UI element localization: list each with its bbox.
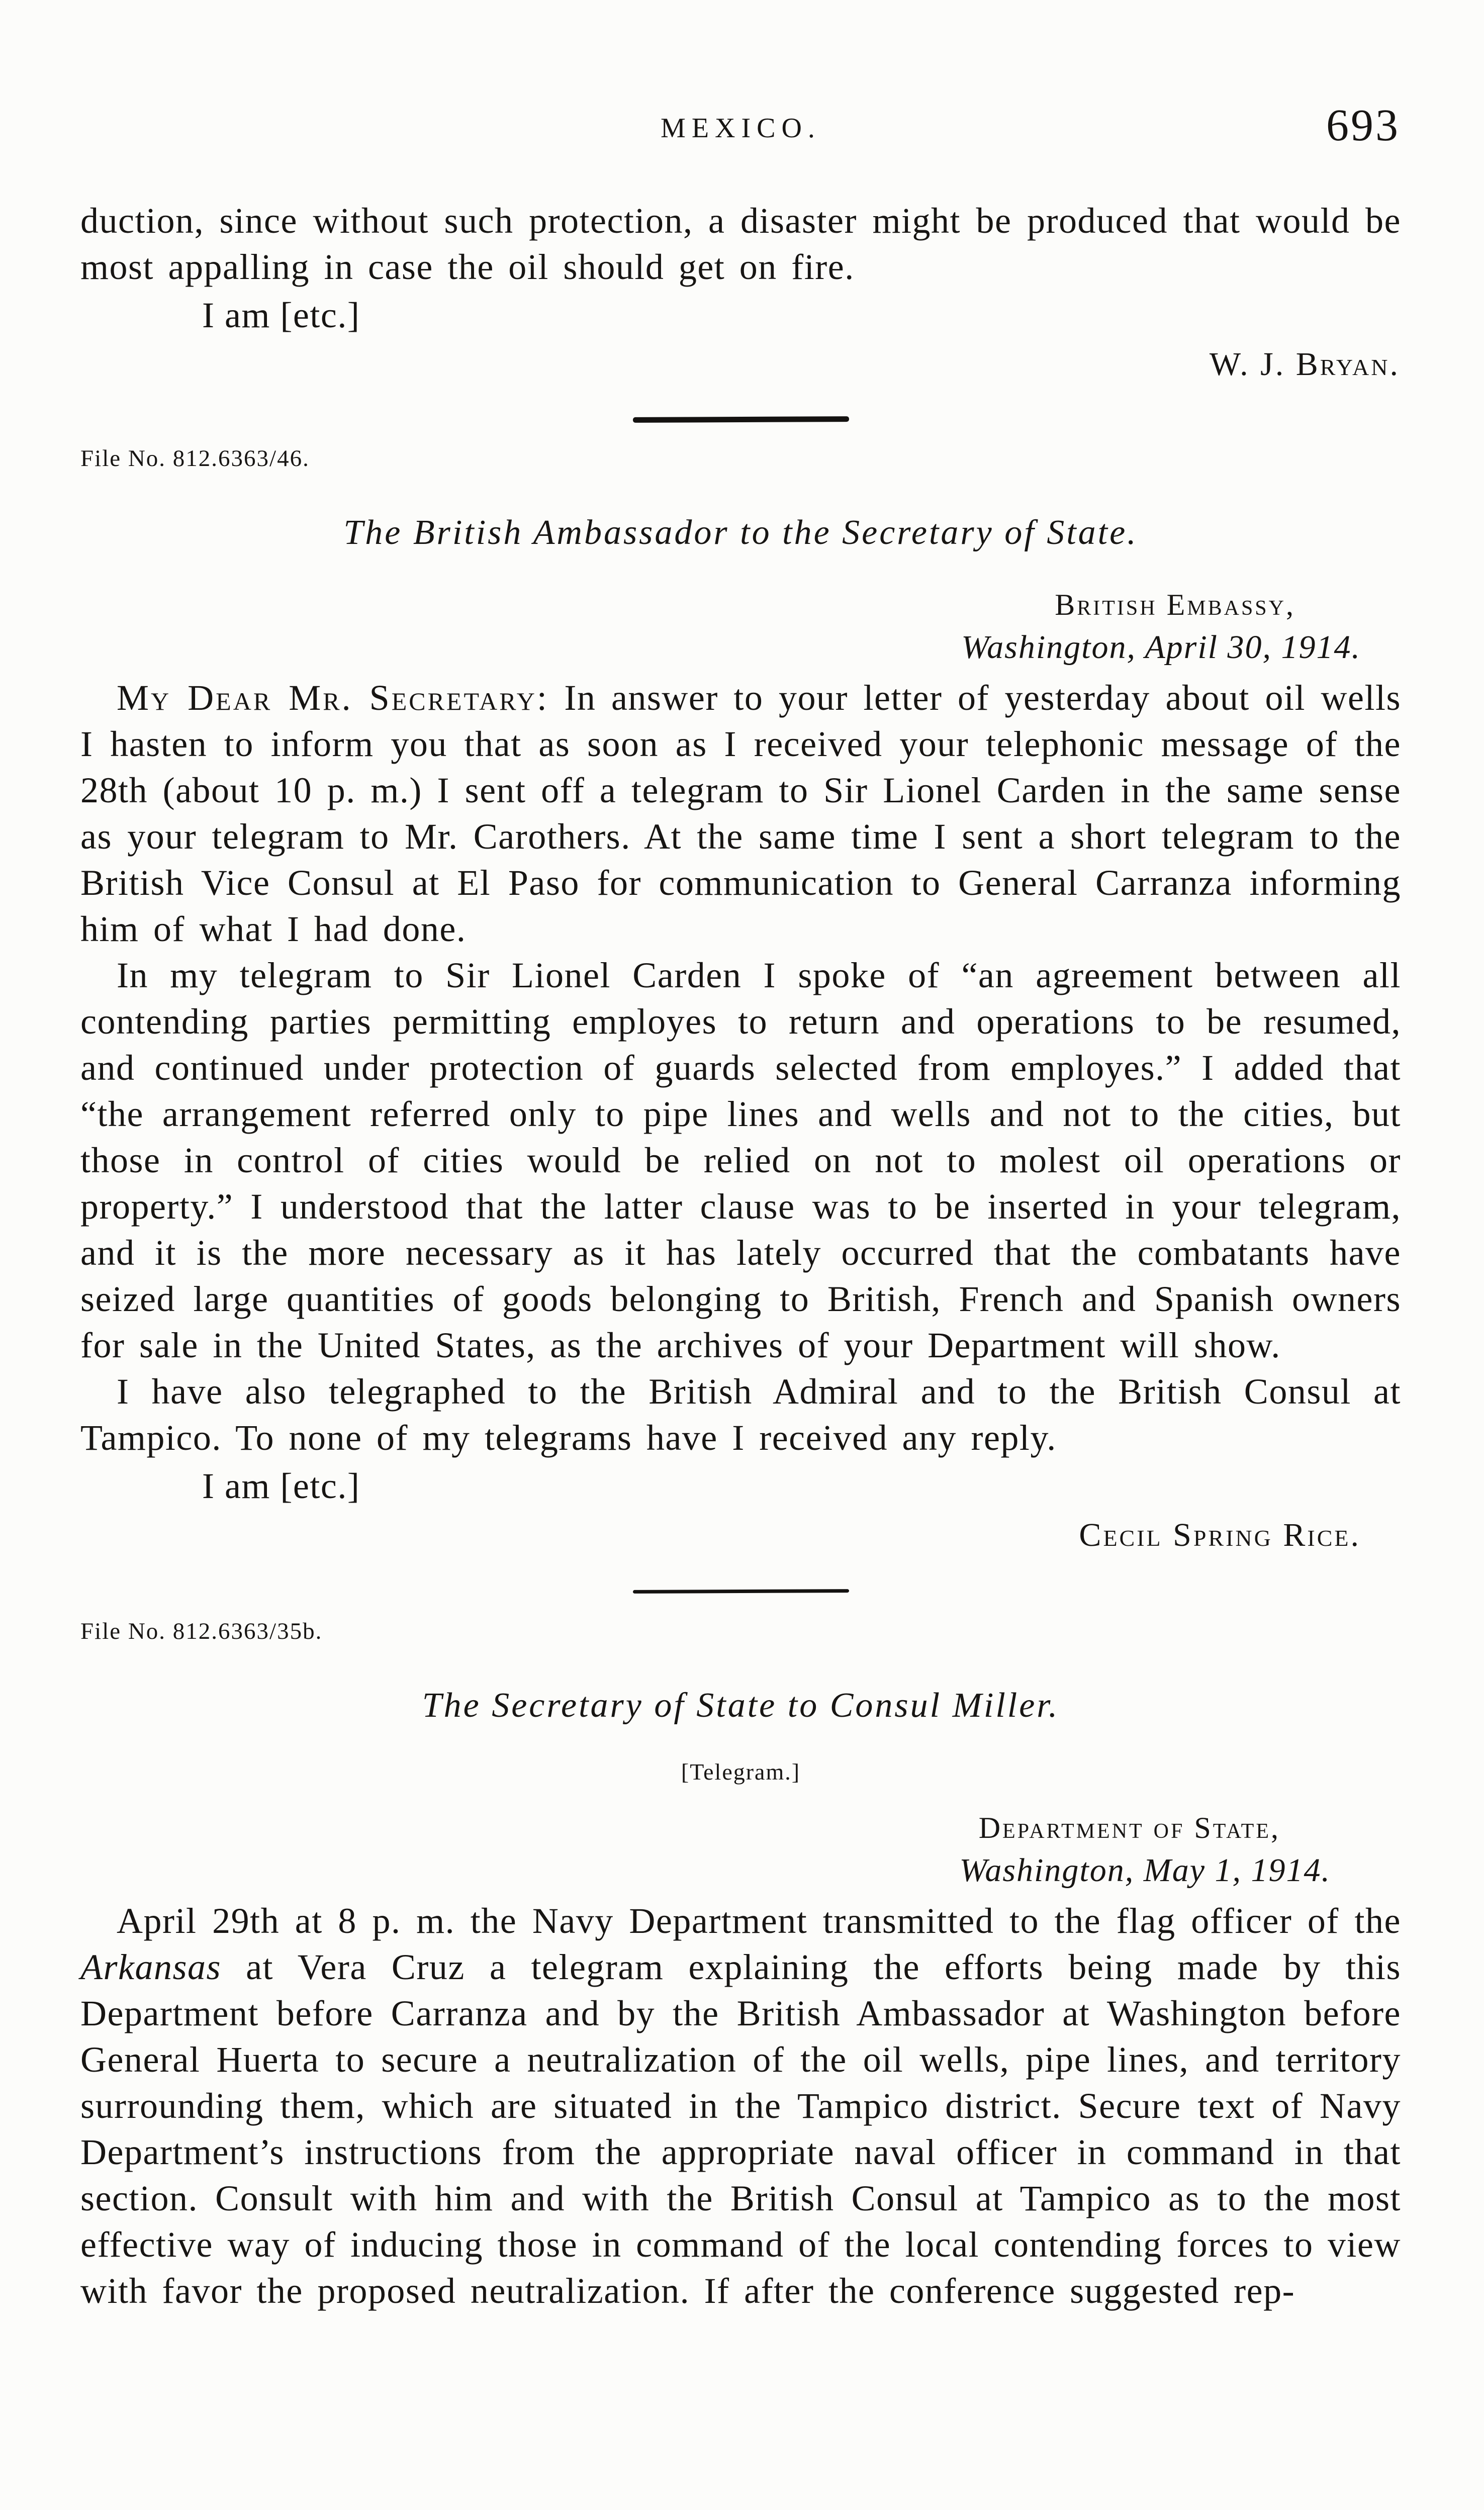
doc3-paragraph-1-after: at Vera Cruz a telegram explaining the efforts being made by this Department before Carranza and by the British Ambassador at Washington before General Huerta to secure a neutralization of the oil wells, pipe lines, and territory surrounding them, which are situated in the Tampico district. Secure text of Navy Department’s instructions from the appropriate naval officer in command in that section. Consult with him and with the British Consul at Tampico as to the most effective way of inducing those in command of the local contending forces to view with favor the proposed neutralization. If after the conference suggested rep- xyxy=(80,1947,1401,2311)
running-header-title: MEXICO. xyxy=(661,113,821,144)
doc1-closing: I am [etc.] xyxy=(202,295,360,335)
doc3-place-line: Department of State, xyxy=(978,1811,1280,1844)
doc2-paragraph-3: I have also telegraphed to the British Admiral and to the British Consul at Tampico. To none of my telegrams have I received any reply. xyxy=(80,1371,1401,1458)
section-divider xyxy=(632,1589,849,1594)
doc3-dateline: Washington, May 1, 1914. xyxy=(959,1852,1331,1889)
doc2-paragraph-1 xyxy=(80,675,1401,952)
doc2-closing: I am [etc.] xyxy=(202,1466,360,1506)
doc2-place-line: British Embassy, xyxy=(1055,588,1295,621)
doc3-paragraph-1 xyxy=(80,1898,1401,2314)
doc2-file-number: File No. 812.6363/46. xyxy=(80,445,310,472)
doc3-file-number: File No. 812.6363/35b. xyxy=(80,1618,323,1644)
doc2-heading: The British Ambassador to the Secretary of State. xyxy=(343,513,1138,552)
page-number: 693 xyxy=(1326,101,1400,150)
doc3-telegram-tag: [Telegram.] xyxy=(681,1759,801,1785)
doc2-paragraph-2: In my telegram to Sir Lionel Carden I spoke of “an agreement between all contending parties permitting employes to return and operations to be resumed, and continued under protection of guards selected from employes.” I added that “the arrangement referred only to pipe lines and wells and not to the cities, but those in control of cities would be relied on not to molest oil operations or property.” I understood that the latter clause was to be inserted in your telegram, and it is the more necessary as it has lately occurred that the combatants have seized large quantities of goods belonging to British, French and Spanish owners for sale in the United States, as the archives of your Department will show. xyxy=(80,955,1401,1365)
running-header xyxy=(80,98,1401,153)
doc2-dateline: Washington, April 30, 1914. xyxy=(961,629,1361,666)
ship-name: Arkansas xyxy=(80,1947,221,1987)
doc2-paragraph-1-text: In answer to your letter of yesterday about oil wells I hasten to inform you that as soon as I received your telephonic message of the 28th (about 10 p. m.) I sent off a telegram to Sir Lionel Carden in the same sense as your telegram to Mr. Carothers. At the same time I sent a short telegram to the British Vice Consul at El Paso for communication to General Carranza informing him of what I had done. xyxy=(80,678,1402,949)
doc1-paragraph-continuation: duction, since without such protection, a disaster might be produced that would be most appalling in case the oil should get on fire. xyxy=(80,201,1401,287)
doc3-heading: The Secretary of State to Consul Miller. xyxy=(422,1686,1060,1725)
doc2-signature: Cecil Spring Rice. xyxy=(1079,1517,1361,1553)
section-divider xyxy=(632,416,849,423)
doc1-signature: W. J. Bryan. xyxy=(1209,346,1400,383)
doc3-paragraph-1-before: April 29th at 8 p. m. the Navy Department transmitted to the flag officer of the xyxy=(117,1901,1401,1941)
doc2-salutation: My Dear Mr. Secretary: xyxy=(117,678,549,718)
